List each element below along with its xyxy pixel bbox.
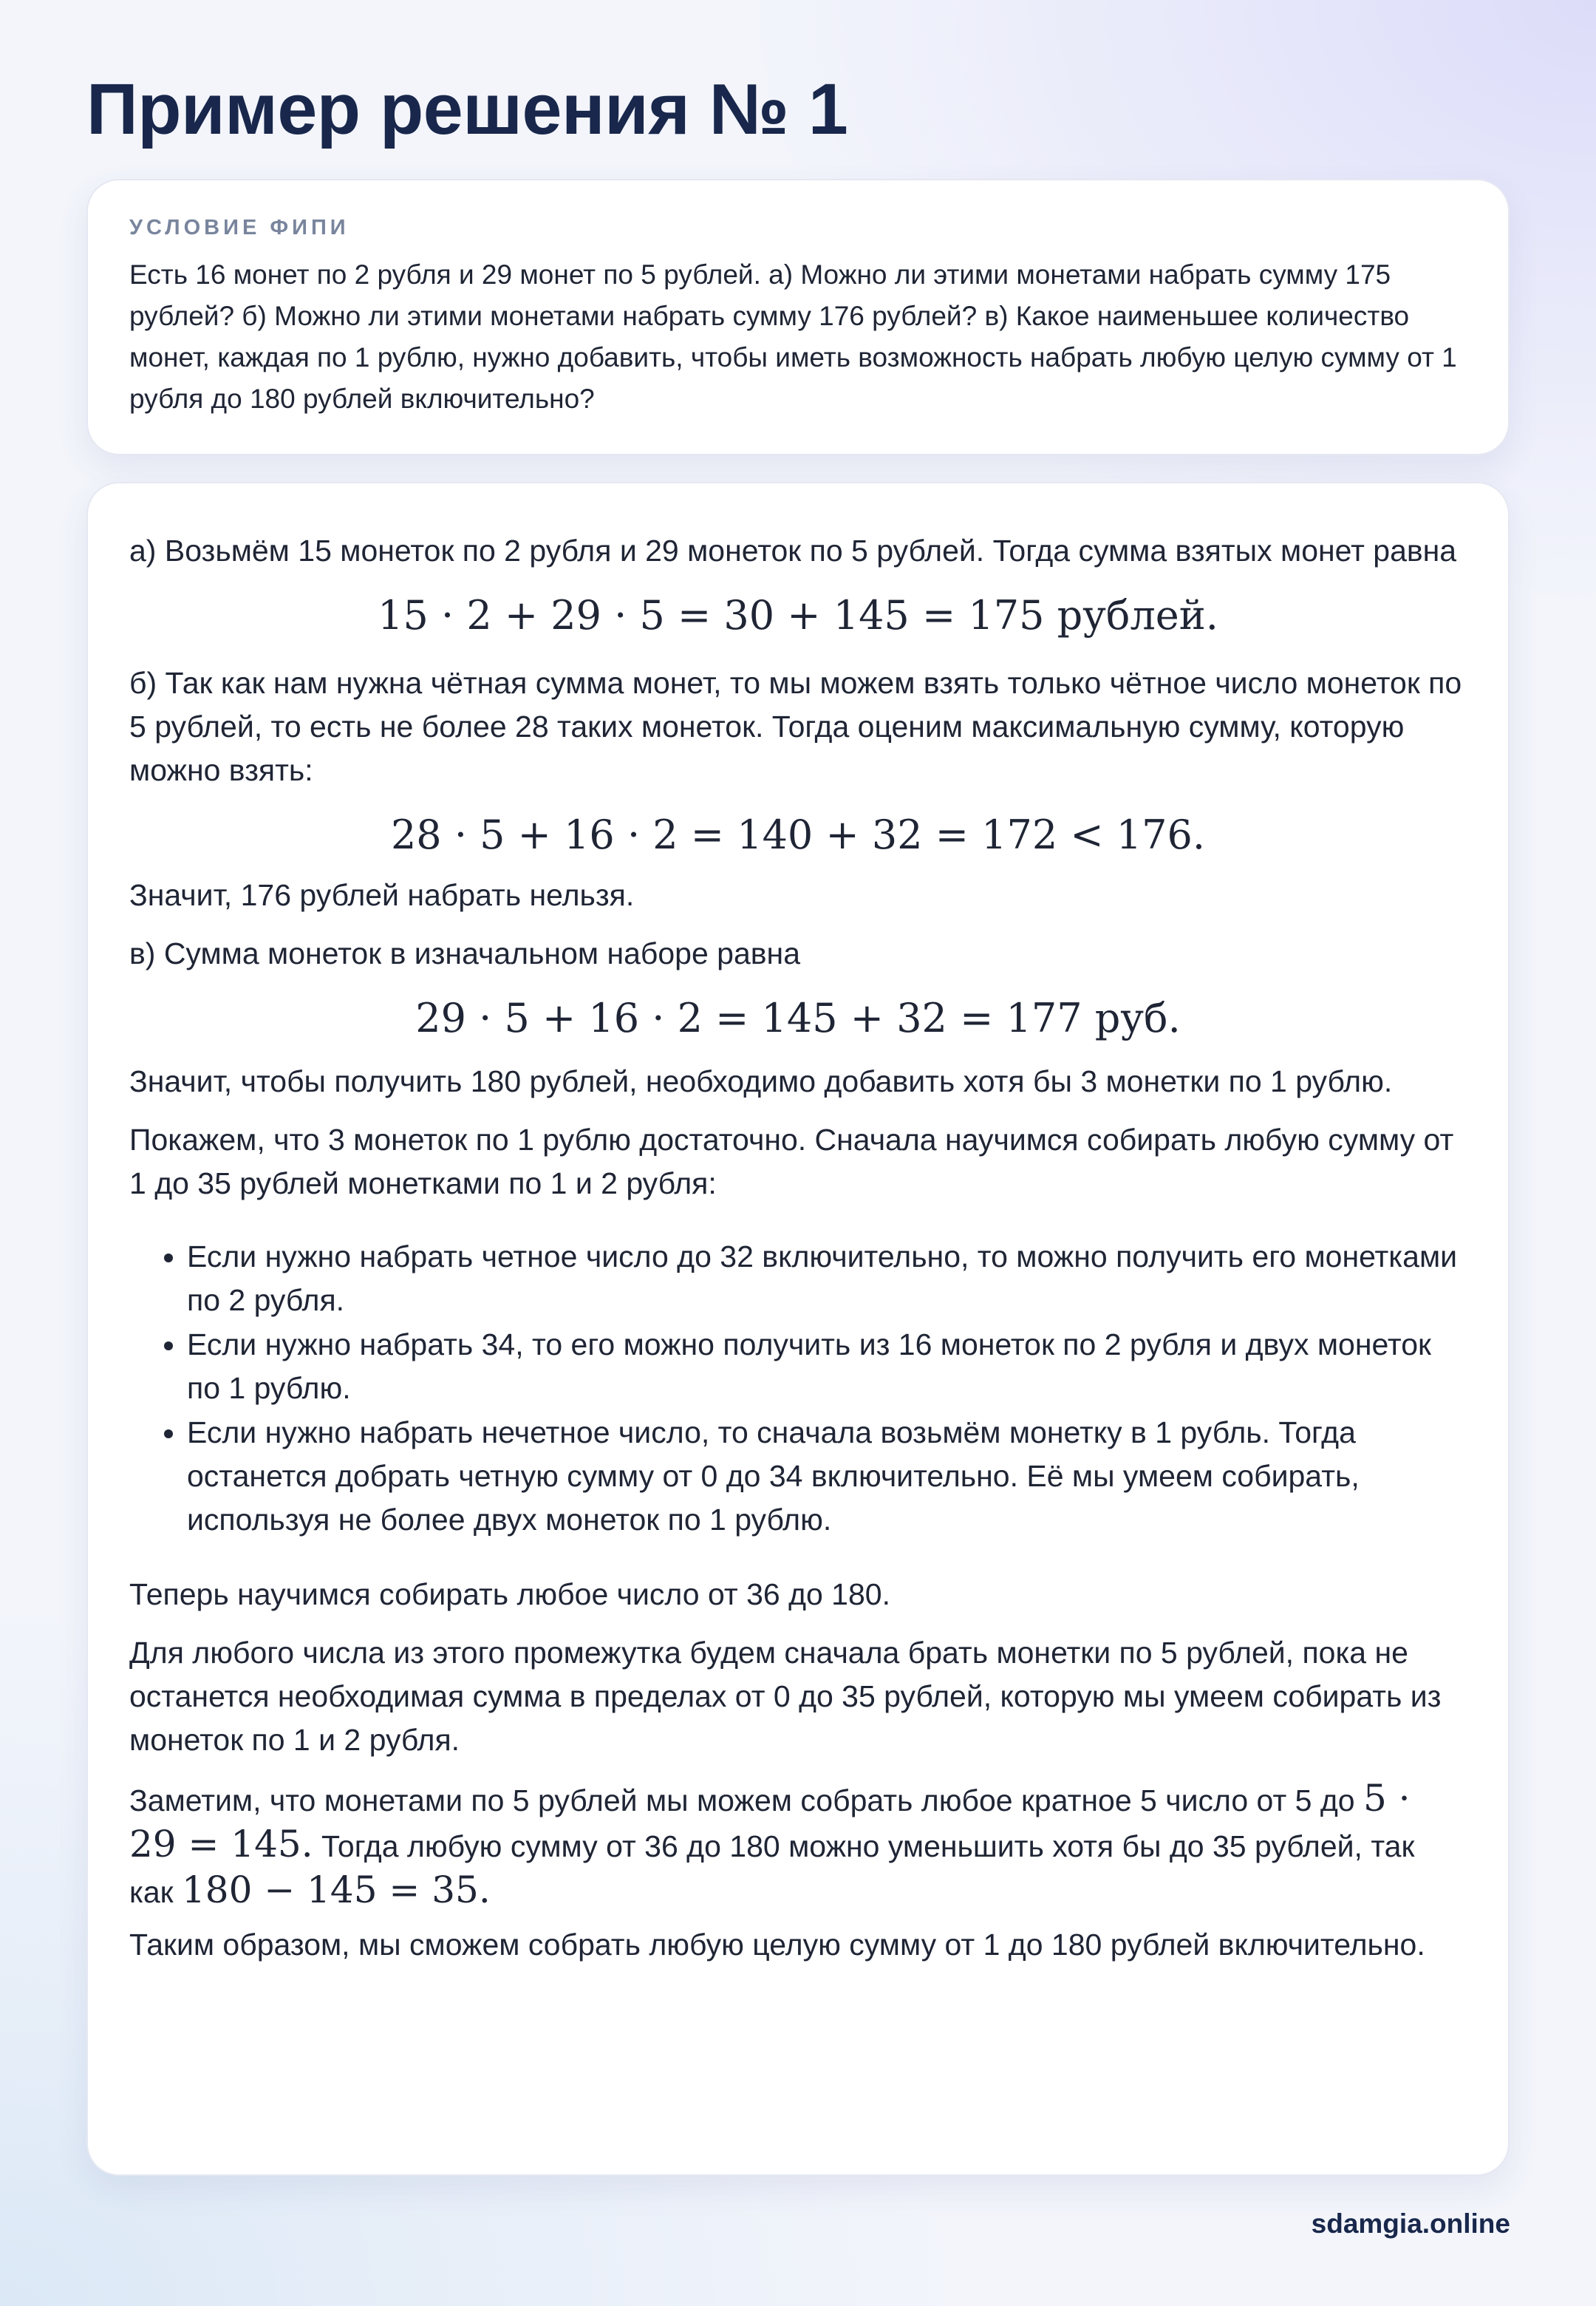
part-c-need: Значит, чтобы получить 180 рублей, необходимо добавить хотя бы 3 монетки по 1 рублю.: [129, 1064, 1393, 1098]
list-item: • Если нужно набрать нечетное число, то сначала возьмём монетку в 1 рубль. Тогда останется добрать четную сумму от 0 до 34 включительно. Её мы умеем собирать, используя не более двух монеток по 1 рублю.: [187, 1411, 1467, 1542]
note-formula-2: 180 − 145 = 35.: [181, 1868, 491, 1911]
note-paragraph: [129, 1777, 1467, 1914]
note-text-1: Заметим, что монетами по 5 рублей мы можем собрать любое кратное 5 число от 5 до: [129, 1783, 1355, 1817]
list-item: • Если нужно набрать четное число до 32 включительно, то можно получить его монетками по 2 рубля.: [187, 1235, 1467, 1322]
note-text-2: Тогда любую сумму от 36 до 180 можно уменьшить хотя бы до 35 рублей, так как: [129, 1829, 1415, 1909]
list-item: • Если нужно набрать 34, то его можно получить из 16 монеток по 2 рубля и двух монеток по 1 рублю.: [187, 1323, 1467, 1410]
range-text: Теперь научимся собирать любое число от 36 до 180.: [129, 1577, 890, 1611]
part-b-formula: 28 · 5 + 16 · 2 = 140 + 32 = 172 < 176.: [390, 812, 1206, 858]
condition-card: [86, 179, 1510, 455]
final-text: Таким образом, мы сможем собрать любую целую сумму от 1 до 180 рублей включительно.: [129, 1928, 1425, 1962]
part-c-show: Покажем, что 3 монеток по 1 рублю достаточно. Сначала научимся собирать любую сумму от 1 до 35 рублей монетками по 1 и 2 рубля:: [129, 1123, 1454, 1200]
page-title: Пример решения № 1: [86, 69, 848, 149]
solution-card: [86, 482, 1510, 2176]
bullet-list: [129, 1235, 1467, 1542]
part-b-conclusion: Значит, 176 рублей набрать нельзя.: [129, 878, 635, 912]
note-formula-1: 5 · 29 = 145.: [129, 1777, 1411, 1865]
method-text: Для любого числа из этого промежутка будем сначала брать монетки по 5 рублей, пока не останется необходимая сумма в пределах от 0 до 35 рублей, которую мы умеем собирать из монеток по 1 и 2 рубля.: [129, 1636, 1442, 1757]
part-b-text: б) Так как нам нужна чётная сумма монет, то мы можем взять только чётное число монеток по 5 рублей, то есть не более 28 таких монеток. Тогда оценим максимальную сумму, которую можно взять:: [129, 666, 1462, 787]
condition-label: УСЛОВИЕ ФИПИ: [129, 216, 349, 239]
condition-text: Есть 16 монет по 2 рубля и 29 монет по 5 рублей. а) Можно ли этими монетами набрать сумму 175 рублей? б) Можно ли этими монетами набрать сумму 176 рублей? в) Какое наименьшее количество монет, каждая по 1 рублю, нужно добавить, чтобы иметь возможность набрать любую целую сумму от 1 рубля до 180 рублей включительно?: [129, 259, 1457, 414]
part-a-formula: 15 · 2 + 29 · 5 = 30 + 145 = 175 рублей.: [378, 592, 1218, 639]
part-c-formula: 29 · 5 + 16 · 2 = 145 + 32 = 177 руб.: [415, 995, 1181, 1041]
brand-watermark: sdamgia.online: [1311, 2208, 1510, 2239]
part-a-text: а) Возьмём 15 монеток по 2 рубля и 29 монеток по 5 рублей. Тогда сумма взятых монет равна: [129, 534, 1457, 568]
part-c-text: в) Сумма монеток в изначальном наборе равна: [129, 936, 801, 970]
